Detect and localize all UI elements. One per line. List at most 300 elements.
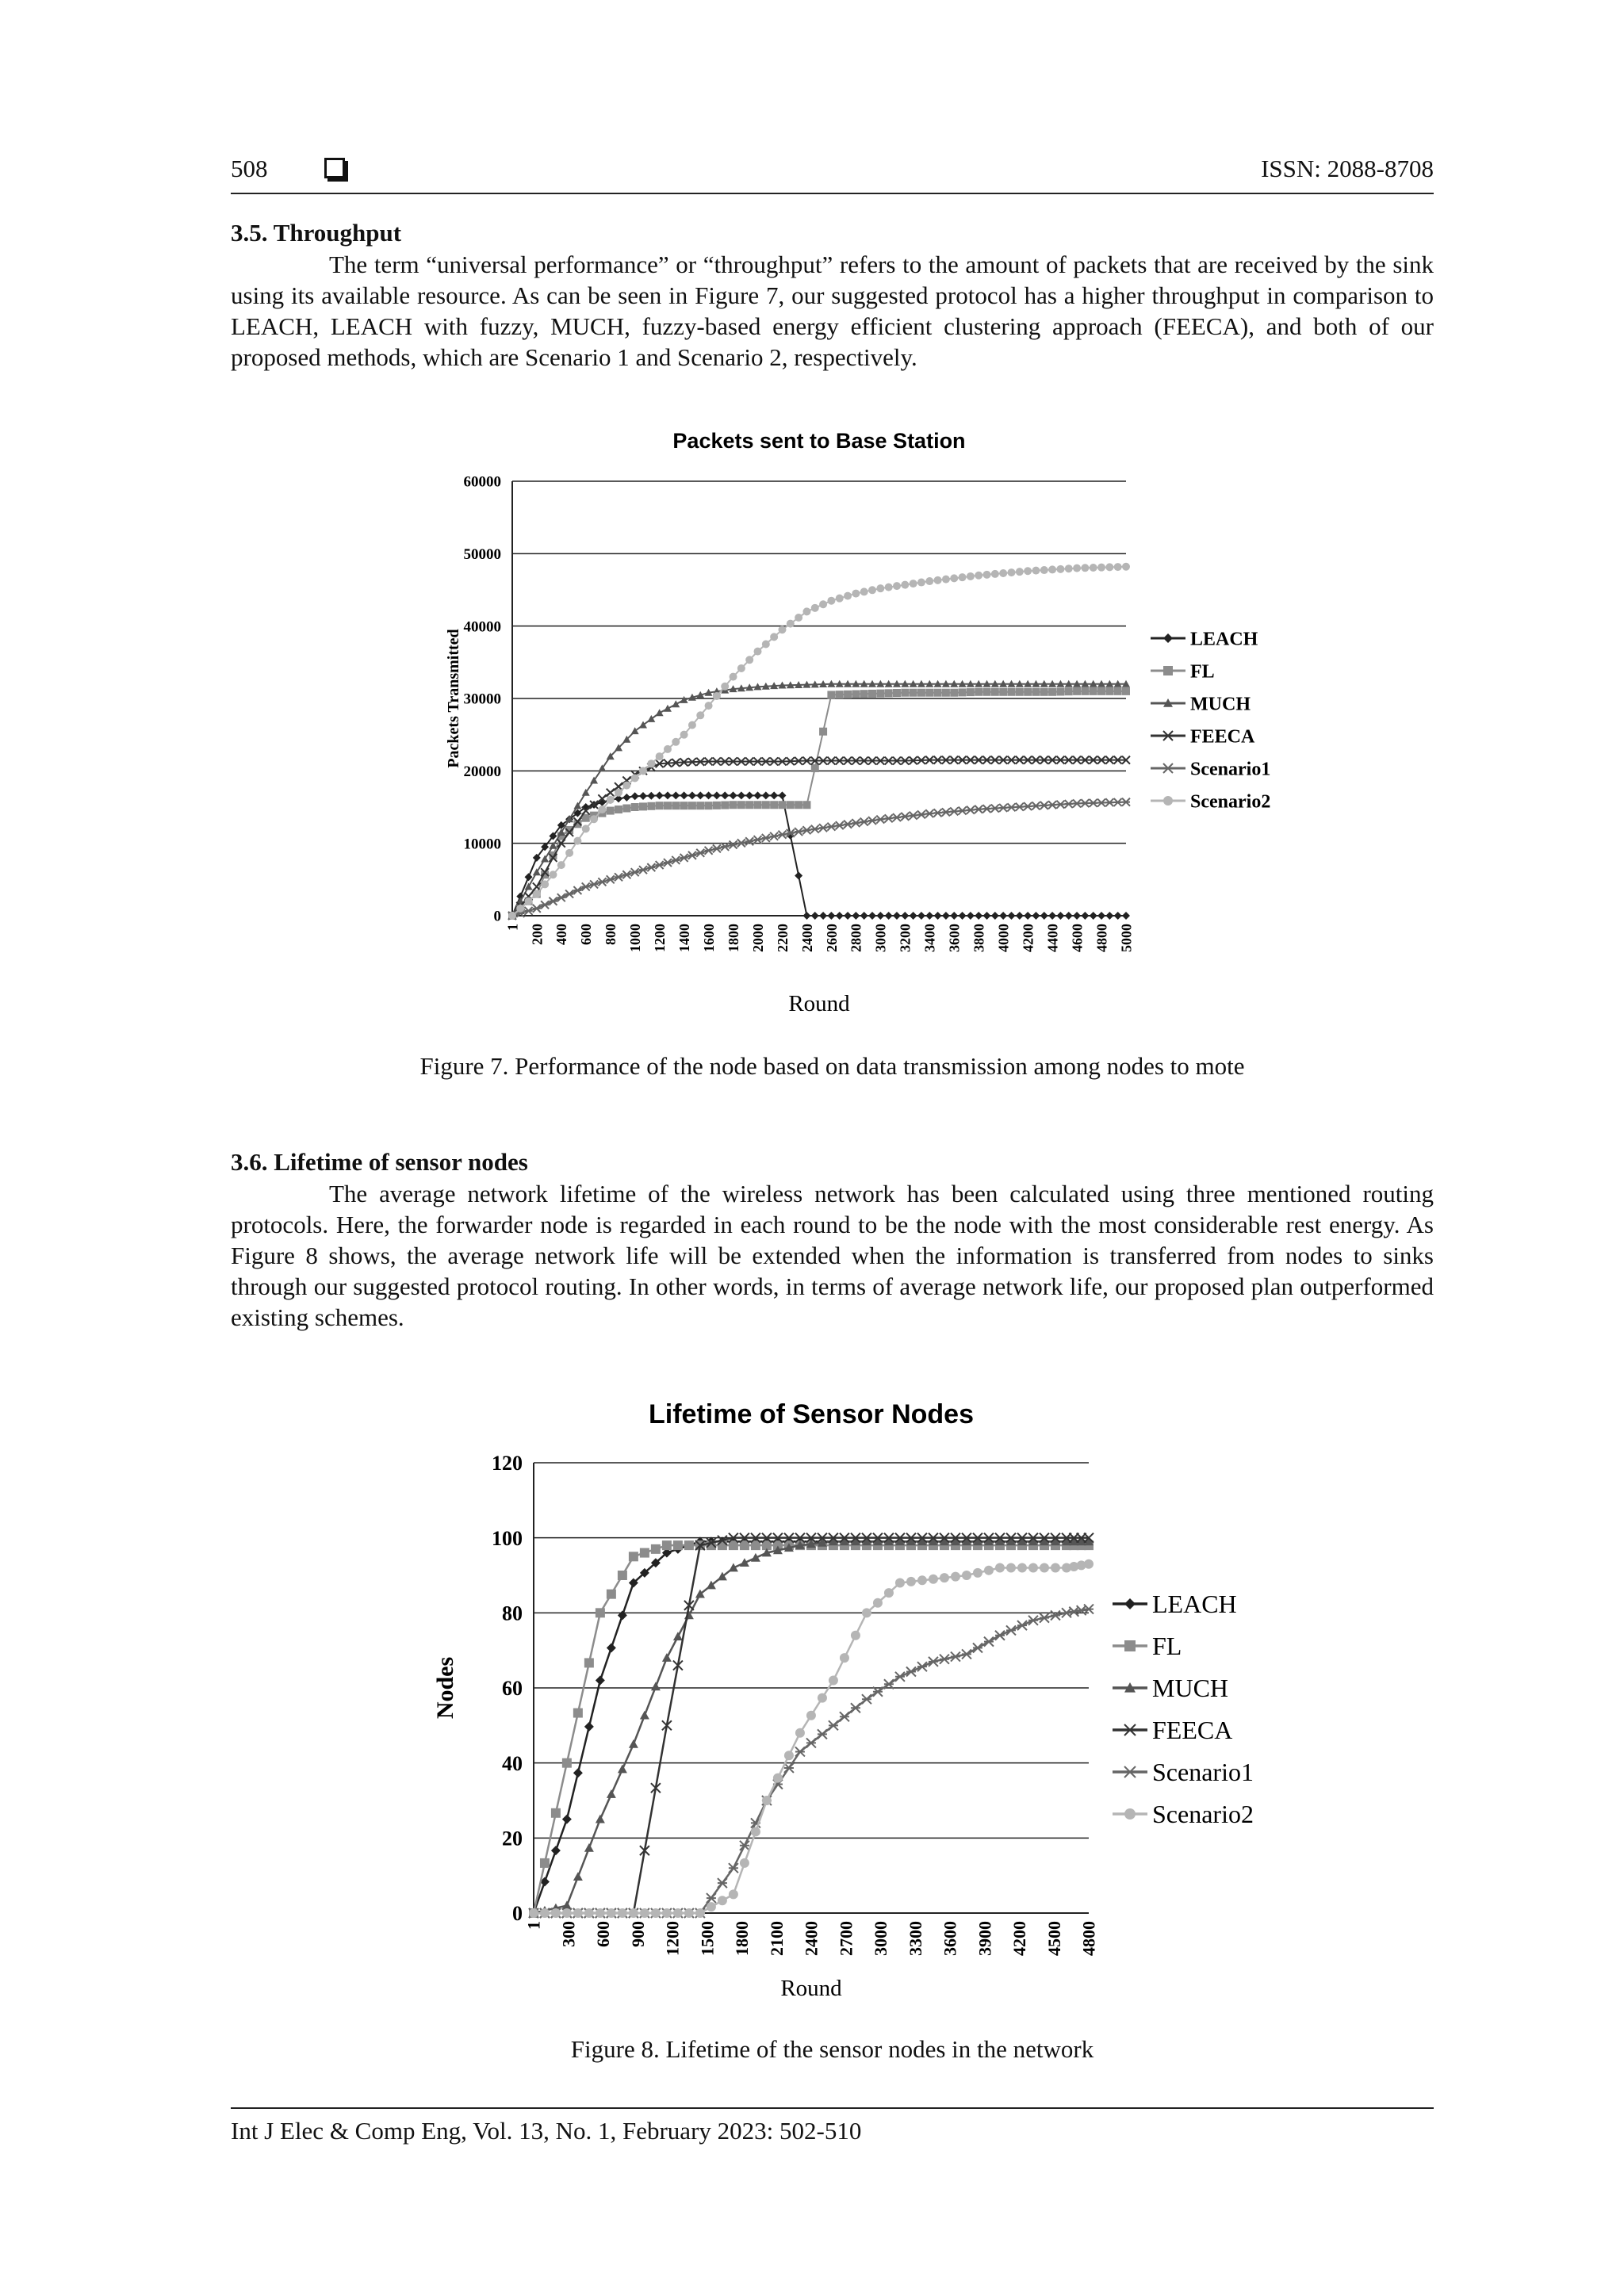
legend-entry <box>1113 1674 1228 1702</box>
series-line <box>534 1564 1089 1913</box>
data-point <box>607 1908 616 1918</box>
data-point <box>925 577 933 585</box>
x-tick-label: 1 <box>504 924 521 931</box>
data-point <box>860 912 868 920</box>
data-point <box>811 764 819 772</box>
data-point <box>967 912 975 920</box>
data-point <box>729 1863 738 1873</box>
data-point <box>929 1575 938 1584</box>
data-point <box>721 802 729 809</box>
data-point <box>983 571 991 579</box>
data-point <box>525 897 533 905</box>
data-point <box>950 912 958 920</box>
data-point <box>1073 687 1081 695</box>
data-point <box>885 814 893 822</box>
x-tick-label: 3400 <box>921 924 938 952</box>
data-point <box>967 806 975 814</box>
data-point <box>984 1566 994 1575</box>
data-point <box>639 866 647 874</box>
data-point <box>590 880 598 888</box>
data-point <box>1081 564 1089 572</box>
data-point <box>893 582 901 590</box>
data-point <box>852 912 860 920</box>
data-point <box>664 791 672 799</box>
data-point <box>640 1908 649 1918</box>
data-point <box>795 1728 805 1738</box>
data-point <box>651 1908 661 1918</box>
data-point <box>1007 803 1015 811</box>
data-point <box>950 689 958 697</box>
data-point <box>995 1631 1005 1640</box>
data-point <box>573 1709 583 1718</box>
data-point <box>607 875 615 883</box>
data-point <box>540 1908 550 1918</box>
x-tick-label: 1600 <box>700 924 717 952</box>
data-point <box>721 791 729 799</box>
data-point <box>983 912 991 920</box>
y-tick-label: 50000 <box>463 545 501 563</box>
data-point <box>737 791 745 799</box>
page-footer: Int J Elec & Comp Eng, Vol. 13, No. 1, February 2023: 502-510 <box>231 2107 1434 2145</box>
y-axis-label: Nodes <box>435 1656 458 1720</box>
data-point <box>562 1901 572 1910</box>
data-point <box>557 894 565 901</box>
data-point <box>533 890 541 898</box>
data-point <box>851 1631 860 1640</box>
data-point <box>811 604 819 612</box>
data-point <box>1090 564 1097 572</box>
data-point <box>901 689 909 697</box>
y-tick-label: 20000 <box>463 763 501 780</box>
x-tick-label: 5000 <box>1118 924 1135 952</box>
data-point <box>680 802 688 809</box>
data-point <box>584 1658 594 1667</box>
data-point <box>1114 563 1122 571</box>
data-point <box>618 1571 627 1580</box>
y-tick-label: 40 <box>502 1751 523 1775</box>
data-point <box>885 584 893 591</box>
data-point <box>962 1571 971 1580</box>
legend-entry <box>1151 791 1270 812</box>
checkbox-icon <box>324 158 345 178</box>
data-point <box>1056 801 1064 809</box>
paragraph-lifetime-text: The average network lifetime of the wireless network has been calculated using three mentioned routing protocols. Here, the forwarder node is regarded in each round to be the node with the most considerable rest energy. As Figure 8 shows, the average network life will be extended when the information is transferred from nodes to sinks through our suggested protocol routing. In other words, in terms of average network life, our proposed plan outperformed existing schemes. <box>231 1180 1434 1331</box>
data-point <box>959 688 967 696</box>
data-point <box>991 912 999 920</box>
data-point <box>844 912 852 920</box>
data-point <box>1040 566 1048 574</box>
y-tick-label: 40000 <box>463 618 501 636</box>
data-point <box>901 813 909 821</box>
data-point <box>950 574 958 582</box>
data-point <box>664 802 672 809</box>
data-point <box>672 856 680 864</box>
data-point <box>622 805 630 813</box>
data-point <box>673 1540 683 1550</box>
data-point <box>868 690 876 698</box>
data-point <box>999 688 1007 696</box>
paragraph-throughput <box>231 249 1434 373</box>
data-point <box>705 802 713 809</box>
data-point <box>751 1827 760 1836</box>
data-point <box>1065 912 1073 920</box>
data-point <box>696 802 704 809</box>
data-point <box>551 1808 561 1818</box>
figure-8 <box>435 1383 1307 2002</box>
data-point <box>631 774 639 782</box>
data-point <box>762 641 770 649</box>
y-tick-label: 0 <box>512 1902 523 1926</box>
data-point <box>802 912 810 920</box>
data-point <box>745 837 753 845</box>
data-point <box>1016 568 1024 576</box>
data-point <box>713 844 721 852</box>
data-point <box>784 1751 794 1760</box>
legend-marker <box>1124 1640 1136 1651</box>
data-point <box>991 805 999 813</box>
data-point <box>696 711 704 719</box>
data-point <box>584 1843 594 1852</box>
data-point <box>1032 802 1040 809</box>
data-point <box>873 1598 883 1608</box>
data-point <box>995 1563 1005 1573</box>
data-point <box>1073 912 1081 920</box>
legend-entry <box>1151 759 1270 779</box>
data-point <box>910 912 917 920</box>
data-point <box>1040 1563 1049 1573</box>
data-point <box>819 600 827 608</box>
x-tick-label: 3900 <box>975 1921 995 1956</box>
legend-label: MUCH <box>1190 694 1251 715</box>
data-point <box>973 1568 982 1578</box>
data-point <box>573 1908 583 1918</box>
data-point <box>629 1552 638 1561</box>
data-point <box>1048 912 1056 920</box>
data-point <box>1032 567 1040 575</box>
data-point <box>680 854 688 862</box>
data-point <box>1065 564 1073 572</box>
data-point <box>590 815 598 823</box>
data-point <box>1016 912 1024 920</box>
section-title-throughput: 3.5. Throughput <box>231 219 402 247</box>
data-point <box>967 688 975 696</box>
data-point <box>917 1575 927 1585</box>
data-point <box>525 907 533 915</box>
data-point <box>582 882 590 890</box>
data-point <box>754 801 762 809</box>
y-tick-label: 120 <box>492 1452 523 1475</box>
data-point <box>1122 798 1130 806</box>
data-point <box>829 1676 838 1686</box>
data-point <box>1024 567 1032 575</box>
data-point <box>754 791 762 799</box>
data-point <box>852 590 860 598</box>
data-point <box>718 1896 727 1905</box>
data-point <box>885 689 893 697</box>
data-point <box>895 1672 905 1682</box>
data-point <box>1090 912 1097 920</box>
data-point <box>917 810 925 818</box>
data-point <box>1028 1563 1038 1573</box>
y-tick-label: 100 <box>492 1526 523 1550</box>
data-point <box>929 1657 938 1667</box>
data-point <box>533 905 541 913</box>
data-point <box>1040 912 1048 920</box>
data-point <box>684 1908 694 1918</box>
data-point <box>811 825 819 833</box>
data-point <box>695 1908 705 1918</box>
data-point <box>991 570 999 578</box>
data-point <box>951 1572 960 1582</box>
data-point <box>795 871 802 879</box>
data-point <box>596 1908 605 1918</box>
data-point <box>806 1738 816 1747</box>
data-point <box>917 1662 927 1671</box>
legend-label: FEECA <box>1152 1716 1233 1745</box>
data-point <box>819 912 827 920</box>
data-point <box>584 1722 594 1732</box>
series-line <box>534 1538 1089 1913</box>
data-point <box>615 806 622 813</box>
data-point <box>1048 565 1056 573</box>
data-point <box>1007 688 1015 696</box>
data-point <box>1122 687 1130 695</box>
data-point <box>762 801 770 809</box>
data-point <box>647 760 655 767</box>
x-tick-label: 1800 <box>725 924 741 952</box>
data-point <box>844 821 852 828</box>
data-point <box>1105 563 1113 571</box>
x-tick-label: 600 <box>593 1921 614 1947</box>
data-point <box>1017 1563 1027 1573</box>
data-point <box>1090 687 1097 695</box>
data-point <box>1097 564 1105 572</box>
data-point <box>934 912 942 920</box>
data-point <box>1024 912 1032 920</box>
data-point <box>622 794 630 802</box>
data-point <box>959 573 967 581</box>
data-point <box>910 812 917 820</box>
y-tick-label: 60 <box>502 1677 523 1701</box>
data-point <box>672 738 680 746</box>
data-point <box>836 691 844 698</box>
data-point <box>770 832 778 840</box>
data-point <box>622 871 630 878</box>
data-point <box>541 880 549 888</box>
data-point <box>860 818 868 826</box>
data-point <box>787 801 795 809</box>
data-point <box>862 1694 871 1704</box>
data-point <box>730 791 737 799</box>
legend-entry <box>1113 1590 1237 1618</box>
data-point <box>672 802 680 809</box>
data-point <box>615 789 622 797</box>
data-point <box>1006 1563 1016 1573</box>
data-point <box>795 614 802 622</box>
data-point <box>1105 687 1113 695</box>
x-tick-label: 300 <box>558 1921 579 1947</box>
chart-title: Lifetime of Sensor Nodes <box>649 1399 974 1429</box>
x-tick-label: 2600 <box>823 924 840 952</box>
x-axis-label: Round <box>788 991 850 1016</box>
data-point <box>778 791 786 799</box>
data-point <box>730 673 737 681</box>
x-tick-label: 400 <box>553 924 570 945</box>
data-point <box>934 809 942 817</box>
data-point <box>1040 802 1048 809</box>
data-point <box>795 1747 805 1756</box>
data-point <box>615 873 622 881</box>
data-point <box>868 817 876 825</box>
data-point <box>1048 688 1056 696</box>
data-point <box>1006 1625 1016 1635</box>
data-point <box>713 692 721 700</box>
figure-8-caption: Figure 8. Lifetime of the sensor nodes in the network <box>570 2035 1094 2063</box>
data-point <box>639 767 647 775</box>
data-point <box>737 839 745 847</box>
series-line <box>534 1609 1089 1913</box>
data-point <box>754 648 762 656</box>
data-point <box>1007 912 1015 920</box>
series-line <box>512 802 1126 916</box>
data-point <box>651 1544 661 1554</box>
x-tick-label: 1200 <box>652 924 668 952</box>
data-point <box>901 912 909 920</box>
data-point <box>607 789 615 797</box>
data-point <box>901 581 909 589</box>
data-point <box>696 791 704 799</box>
data-point <box>640 1711 649 1720</box>
data-point <box>795 801 802 809</box>
data-point <box>573 1768 583 1777</box>
data-point <box>836 821 844 829</box>
data-point <box>673 1632 683 1640</box>
chart-packets-sent <box>435 420 1307 1023</box>
data-point <box>688 791 696 799</box>
x-tick-label: 4600 <box>1069 924 1086 952</box>
data-point <box>827 691 835 698</box>
data-point <box>1105 798 1113 806</box>
data-point <box>745 656 753 664</box>
data-point <box>840 1712 849 1721</box>
data-point <box>596 1608 605 1617</box>
data-point <box>618 1765 627 1774</box>
x-tick-label: 2800 <box>848 924 864 952</box>
data-point <box>557 861 565 869</box>
legend-marker <box>1163 796 1173 806</box>
legend-label: Scenario2 <box>1152 1800 1254 1829</box>
data-point <box>562 1908 572 1918</box>
legend-label: LEACH <box>1152 1590 1237 1619</box>
data-point <box>959 912 967 920</box>
data-point <box>967 572 975 580</box>
chart-lifetime <box>435 1383 1307 2002</box>
data-point <box>934 689 942 697</box>
data-point <box>1016 803 1024 811</box>
data-point <box>745 791 753 799</box>
legend-label: MUCH <box>1152 1674 1229 1703</box>
data-point <box>906 1577 916 1586</box>
data-point <box>1114 912 1122 920</box>
data-point <box>983 688 991 696</box>
data-point <box>975 912 982 920</box>
legend-label: FL <box>1190 661 1215 683</box>
legend-entry <box>1151 629 1258 649</box>
legend-label: Scenario1 <box>1152 1758 1254 1787</box>
data-point <box>1097 799 1105 807</box>
data-point <box>721 843 729 851</box>
page-number: 508 <box>231 155 268 182</box>
data-point <box>598 878 606 886</box>
legend-entry <box>1113 1632 1182 1660</box>
data-point <box>541 855 549 862</box>
x-tick-label: 2700 <box>836 1921 856 1956</box>
data-point <box>973 1644 982 1653</box>
series-line <box>534 1541 1089 1913</box>
series-scenario1 <box>529 1605 1094 1918</box>
data-point <box>656 861 664 869</box>
data-point <box>551 1846 561 1855</box>
data-point <box>573 1872 583 1881</box>
data-point <box>1114 687 1122 695</box>
data-point <box>999 569 1007 577</box>
data-point <box>1032 912 1040 920</box>
data-point <box>573 802 581 809</box>
data-point <box>639 792 647 800</box>
data-point <box>991 688 999 696</box>
data-point <box>1097 912 1105 920</box>
x-tick-label: 3600 <box>940 1921 960 1956</box>
data-point <box>860 587 868 595</box>
data-point <box>640 1548 649 1558</box>
data-point <box>662 1540 672 1550</box>
data-point <box>1056 565 1064 573</box>
data-point <box>622 782 630 790</box>
data-point <box>1073 799 1081 807</box>
data-point <box>713 791 721 799</box>
data-point <box>862 1608 871 1617</box>
data-point <box>1051 1563 1060 1573</box>
legend-label: Scenario1 <box>1190 759 1271 780</box>
x-tick-label: 3300 <box>905 1921 925 1956</box>
data-point <box>573 837 581 845</box>
y-tick-label: 80 <box>502 1601 523 1625</box>
data-point <box>607 1590 616 1599</box>
data-point <box>688 802 696 809</box>
data-point <box>529 1908 538 1918</box>
data-point <box>680 731 688 739</box>
data-point <box>818 1729 827 1739</box>
figure-7-caption: Figure 7. Performance of the node based on data transmission among nodes to mote <box>419 1052 1245 1080</box>
data-point <box>773 1774 783 1783</box>
x-tick-label: 4200 <box>1020 924 1036 952</box>
data-point <box>876 690 884 698</box>
data-point <box>737 664 745 672</box>
x-tick-label: 2100 <box>766 1921 787 1956</box>
x-tick-label: 2400 <box>801 1921 822 1956</box>
series-line <box>512 567 1126 916</box>
data-point <box>631 803 639 811</box>
data-point <box>607 807 615 815</box>
data-point <box>745 801 753 809</box>
data-point <box>787 620 795 628</box>
series-line <box>534 1541 1089 1913</box>
data-point <box>562 1758 572 1768</box>
data-point <box>672 791 680 799</box>
x-tick-label: 3000 <box>871 1921 891 1956</box>
legend-marker <box>1163 633 1173 643</box>
x-tick-label: 1200 <box>662 1921 683 1956</box>
